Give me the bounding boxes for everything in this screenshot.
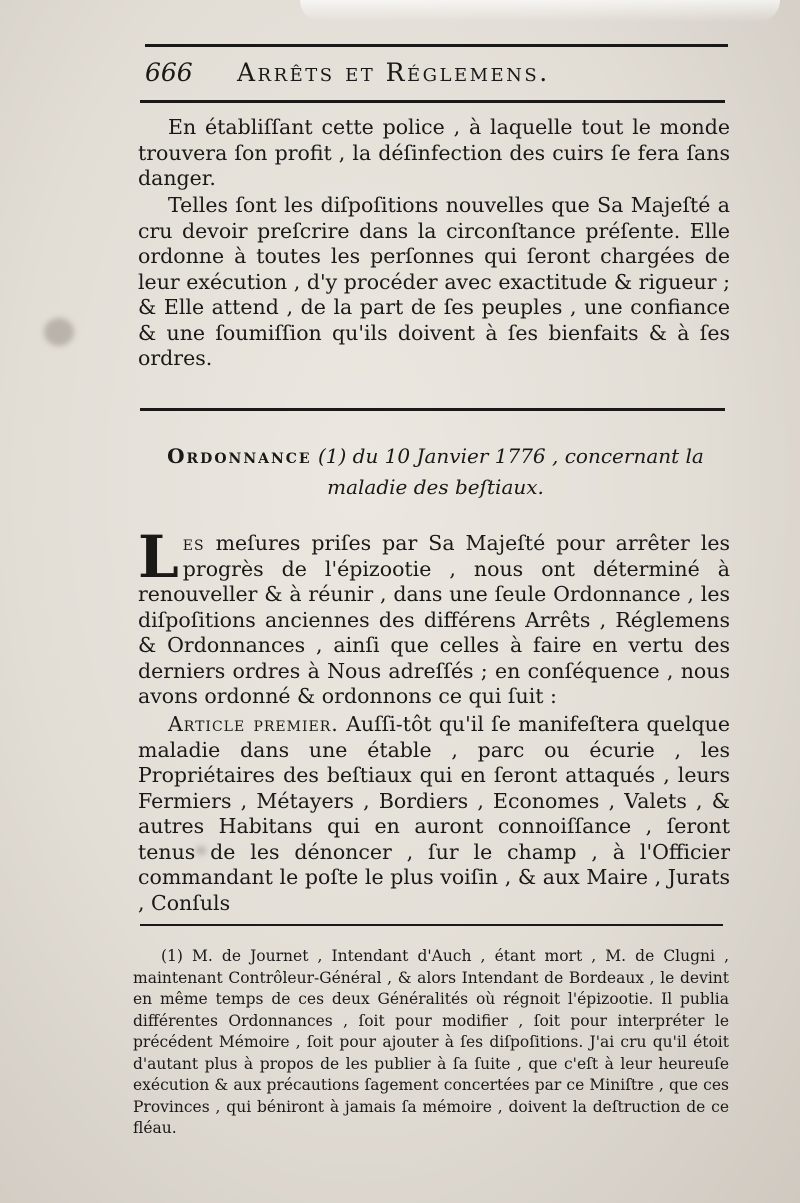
running-header [145, 56, 730, 92]
paragraph [138, 115, 730, 192]
paragraph [138, 193, 730, 372]
ordonnance-title-rest: (1) du 10 Janvier 1776 , concernant la maladie des beſtiaux. [311, 444, 704, 499]
page-curl-highlight [300, 0, 780, 22]
ordonnance-intro [138, 523, 730, 710]
running-head: Arrêts et Réglemens. [237, 58, 550, 87]
intro-paragraph [138, 523, 730, 710]
top-rule [145, 44, 728, 47]
footnote [133, 946, 729, 1140]
footnote-text: (1) M. de Journet , Intendant d'Auch , étant mort , M. de Clugni , maintenant Contrôleur-Général , & alors Intendant de Bordeaux , le devint en même temps de ces deux Généralités où régnoit l'épizootie. Il publia différentes Ordonnances , ſoit pour modifier , ſoit pour interpréter le précédent Mémoire , ſoit pour ajouter à ſes diſpoſitions. J'ai cru qu'il étoit d'autant plus à propos de les publier à ſa ſuite , que c'eſt à leur heureuſe exécution & aux précautions ſagement concertées par ce Miniſtre , que ces Provinces , qui béniront à jamais ſa mémoire , doivent la deſtruction de ce fléau. [133, 947, 729, 1137]
intro-caps: es [182, 531, 205, 555]
footnote-rule [140, 924, 723, 926]
ink-smudge [44, 318, 74, 346]
article-paragraph [138, 712, 730, 916]
article-premier [138, 712, 730, 916]
page-number: 666 [145, 58, 193, 87]
drop-cap: L [138, 523, 179, 591]
paragraph-text: En établiſſant cette police , à laquelle tout le monde trouvera ſon profit , la déſinfection des cuirs ſe fera ſans danger. [138, 115, 730, 190]
header-rule [140, 100, 725, 103]
ordonnance-title [138, 441, 733, 503]
intro-text: meſures priſes par Sa Majeſté pour arrêter les progrès de l'épizootie , nous ont déterminé à renouveller & à réunir , dans une ſeule Ordonnance , les diſpoſitions anciennes des différens Arrêts , Réglemens & Ordonnances , ainſi que celles à faire en vertu des derniers ordres à Nous adreſſés ; en conſéquence , nous avons ordonné & ordonnons ce qui ſuit : [138, 531, 730, 708]
section-rule [140, 408, 725, 411]
article-label: Article premier. [168, 712, 339, 736]
paragraph-text: Telles ſont les diſpoſitions nouvelles que Sa Majeſté a cru devoir preſcrire dans la circonſtance préſente. Elle ordonne à toutes les perſonnes qui ſeront chargées de leur exécution , d'y procéder avec exactitude & rigueur ; & Elle attend , de la part de ſes peuples , une confiance & une ſoumiſſion qu'ils doivent à ſes bienfaits & à ſes ordres. [138, 193, 730, 370]
ordonnance-title-word: Ordonnance [167, 444, 312, 468]
article-text: Auſſi-tôt qu'il ſe manifeſtera quelque maladie dans une étable , parc ou écurie , les Propriétaires des beſtiaux qui en ſeront attaqués , leurs Fermiers , Métayers , Bordiers , Economes , Valets , & autres Habitans qui en auront connoiſſance , ſeront tenus de les dénoncer , ſur le champ , à l'Officier commandant le poſte le plus voiſin , & aux Maire , Jurats , Conſuls [138, 712, 730, 915]
